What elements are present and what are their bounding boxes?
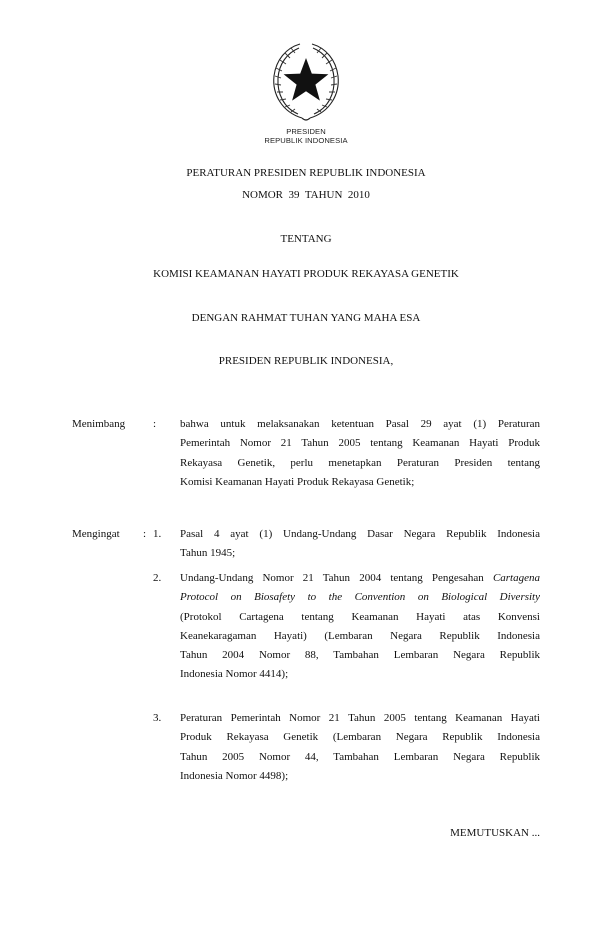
presidential-emblem-icon — [268, 38, 344, 124]
mengingat-item-line: Indonesia Nomor 4498); — [180, 769, 289, 782]
menimbang-text — [180, 415, 540, 492]
emblem-caption-presiden: PRESIDEN — [286, 127, 326, 136]
continuation-text: MEMUTUSKAN ... — [450, 827, 540, 839]
mengingat-colon: : — [143, 528, 147, 540]
mengingat-item-1 — [180, 525, 540, 564]
regulation-subject: KOMISI KEAMANAN HAYATI PRODUK REKAYASA GENETIK — [153, 268, 459, 280]
mengingat-item-line — [180, 588, 540, 607]
mengingat-item-line: Indonesia Nomor 4414); — [180, 668, 289, 681]
mengingat-item-number: 2. — [153, 572, 162, 584]
item-text-italic: Cartagena — [492, 572, 540, 584]
regulation-number: NOMOR 39 TAHUN 2010 — [242, 189, 370, 201]
menimbang-label: Menimbang — [72, 418, 126, 430]
mengingat-item-number: 1. — [153, 528, 162, 540]
mengingat-item-line: Produk Rekayasa Genetik (Lembaran Negara Republik Indonesia — [180, 731, 540, 744]
mengingat-label: Mengingat — [72, 528, 120, 540]
issuer: PRESIDEN REPUBLIK INDONESIA, — [218, 355, 394, 367]
mengingat-item-line: Pasal 4 ayat (1) Undang-Undang Dasar Negara Republik Indonesia — [180, 528, 540, 540]
mengingat-item-line: Tahun 1945; — [180, 547, 236, 560]
about-heading: TENTANG — [280, 233, 332, 245]
mengingat-item-line: Peraturan Pemerintah Nomor 21 Tahun 2005 tentang Keamanan Hayati — [180, 712, 540, 724]
menimbang-line: Pemerintah Nomor 21 Tahun 2005 tentang Keamanan Hayati Produk — [180, 437, 540, 450]
item-text-italic: Protocol on Biosafety to the Convention on Biological Diversity — [180, 591, 540, 604]
regulation-title: PERATURAN PRESIDEN REPUBLIK INDONESIA — [186, 167, 426, 179]
item-text: Undang-Undang Nomor 21 Tahun 2004 tentang Pengesahan — [180, 572, 493, 584]
mengingat-item-number: 3. — [153, 712, 162, 724]
mengingat-item-3 — [180, 709, 540, 786]
menimbang-colon: : — [153, 418, 157, 430]
mengingat-item-line: Keanekaragaman Hayati) (Lembaran Negara Republik Indonesia — [180, 629, 540, 642]
menimbang-line: Komisi Keamanan Hayati Produk Rekayasa Genetik; — [180, 475, 415, 488]
invocation: DENGAN RAHMAT TUHAN YANG MAHA ESA — [191, 312, 421, 324]
emblem-caption-republik: REPUBLIK INDONESIA — [264, 136, 348, 145]
mengingat-item-line: (Protokol Cartagena tentang Keamanan Hayati atas Konvensi — [180, 610, 540, 623]
mengingat-item-line: Tahun 2005 Nomor 44, Tambahan Lembaran Negara Republik — [180, 750, 540, 763]
mengingat-item-2 — [180, 569, 540, 685]
menimbang-line: Rekayasa Genetik, perlu menetapkan Peraturan Presiden tentang — [180, 456, 540, 469]
mengingat-item-line: Tahun 2004 Nomor 88, Tambahan Lembaran Negara Republik — [180, 649, 540, 662]
mengingat-item-line — [180, 569, 540, 588]
menimbang-line: bahwa untuk melaksanakan ketentuan Pasal 29 ayat (1) Peraturan — [180, 418, 540, 430]
